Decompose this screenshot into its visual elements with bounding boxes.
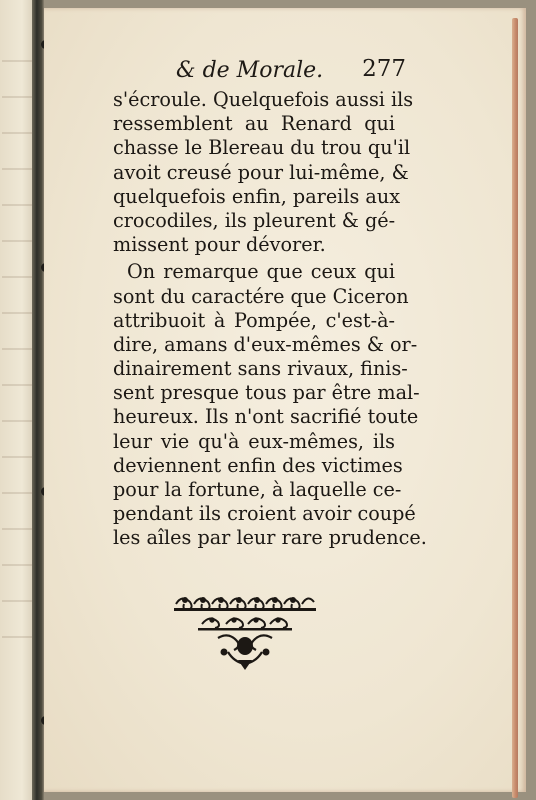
text-line: les aîles par leur rare prudence. bbox=[113, 526, 427, 550]
page-header bbox=[176, 56, 406, 90]
page-number: 277 bbox=[362, 56, 406, 82]
text-line: quelquefois enfin, pareils aux bbox=[113, 184, 401, 208]
text-line: sent presque tous par être mal- bbox=[113, 381, 420, 405]
text-line: attribuoit à Pompée, c'est-à- bbox=[113, 308, 395, 332]
text-line: deviennent enfin des victimes bbox=[113, 453, 403, 477]
text-line: dire, amans d'eux-mêmes & or- bbox=[113, 332, 418, 356]
text-line: ressemblent au Renard qui bbox=[113, 112, 395, 136]
page-edge bbox=[512, 18, 518, 798]
text-line: crocodiles, ils pleurent & gé- bbox=[113, 208, 396, 232]
text-line: missent pour dévorer. bbox=[113, 233, 326, 257]
text-line: chasse le Blereau du trou qu'il bbox=[113, 136, 411, 160]
text-line: On remarque que ceux qui bbox=[127, 260, 395, 284]
text-line: dinairement sans rivaux, finis- bbox=[113, 357, 408, 381]
text-line: pour la fortune, à laquelle ce- bbox=[113, 478, 402, 501]
text-line: sont du caractére que Ciceron bbox=[113, 284, 409, 308]
text-line: avoit creusé pour lui-même, & bbox=[113, 160, 409, 184]
page-body bbox=[113, 88, 427, 551]
text-line: s'écroule. Quelquefois aussi ils bbox=[113, 88, 414, 111]
paragraph-1 bbox=[113, 88, 414, 257]
paragraph-2 bbox=[113, 260, 427, 550]
printer-ornament-icon bbox=[168, 590, 322, 674]
text-line: heureux. Ils n'ont sacrifié toute bbox=[113, 405, 419, 429]
running-head: & de Morale. bbox=[176, 58, 324, 83]
book-spine bbox=[32, 0, 44, 800]
text-line: leur vie qu'à eux-mêmes, ils bbox=[113, 429, 395, 453]
text-line: pendant ils croient avoir coupé bbox=[113, 502, 416, 526]
